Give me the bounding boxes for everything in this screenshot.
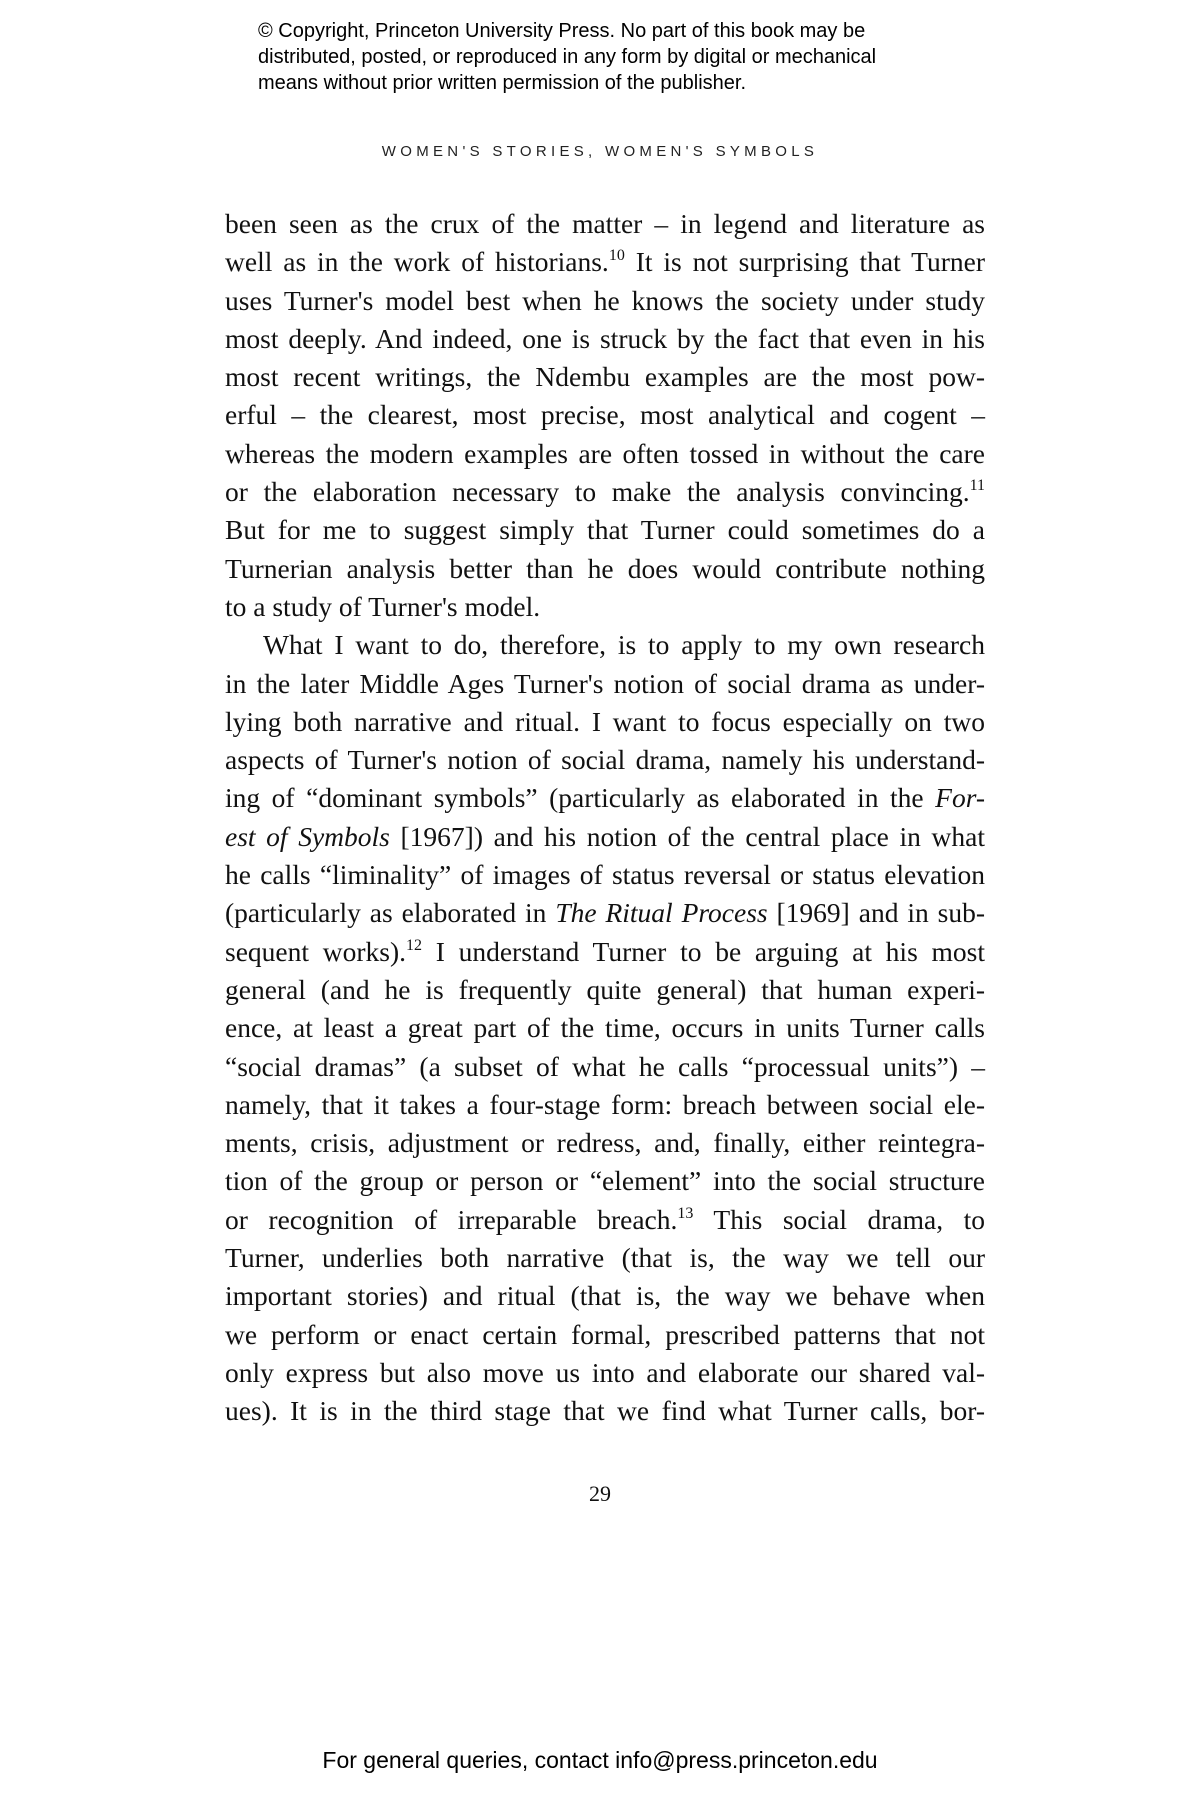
italic-title: For-	[935, 782, 985, 814]
text-line	[225, 779, 985, 817]
text-line: What I want to do, therefore, is to apply to my own research	[263, 629, 985, 661]
copyright-line: distributed, posted, or reproduced in any form by digital or mechanical	[258, 46, 877, 68]
text-line: been seen as the crux of the matter – in legend and literature as	[225, 208, 985, 239]
text-line	[225, 818, 985, 856]
text-line: aspects of Turner's notion of social drama, namely his understand-	[225, 744, 985, 776]
text-line	[225, 243, 985, 281]
text-line: most recent writings, the Ndembu examples are the most pow-	[225, 361, 985, 393]
text-line	[225, 933, 985, 971]
text-line	[225, 473, 985, 511]
text-run: or recognition of irreparable breach.	[225, 1203, 678, 1235]
footnote-ref[interactable]: 10	[608, 247, 625, 265]
text-line: in the later Middle Ages Turner's notion of social drama as under-	[225, 667, 985, 699]
text-run: This social drama, to	[693, 1203, 985, 1235]
text-line: we perform or enact certain formal, prescribed patterns that not	[225, 1318, 985, 1350]
page-number: 29	[589, 1481, 611, 1506]
italic-title: est of Symbols	[225, 820, 390, 852]
text-line: Turnerian analysis better than he does would contribute nothing	[225, 552, 985, 584]
text-line: “social dramas” (a subset of what he calls “processual units”) –	[225, 1050, 985, 1082]
footnote-ref[interactable]: 12	[405, 936, 422, 954]
text-run: It is not surprising that Turner	[624, 246, 986, 278]
text-line: uses Turner's model best when he knows the society under study	[225, 284, 985, 316]
text-line: Turner, underlies both narrative (that is, the way we tell our	[225, 1242, 985, 1274]
text-run: or the elaboration necessary to make the analysis convincing.	[225, 476, 970, 508]
text-run: [1969] and in sub-	[767, 897, 985, 929]
copyright-notice	[258, 18, 958, 96]
text-line: tion of the group or person or “element” into the social structure	[225, 1165, 985, 1197]
text-line: only express but also move us into and elaborate our shared val-	[225, 1356, 985, 1388]
text-line: erful – the clearest, most precise, most analytical and cogent –	[225, 399, 985, 431]
text-line: whereas the modern examples are often tossed in without the care	[225, 437, 985, 469]
text-line: to a study of Turner's model.	[225, 590, 541, 622]
text-run: [1967]) and his notion of the central place in what	[389, 820, 985, 852]
text-run: sequent works).	[225, 935, 406, 967]
text-run: ing of “dominant symbols” (particularly as elaborated in the	[225, 782, 936, 814]
text-line: lying both narrative and ritual. I want to focus especially on two	[225, 705, 985, 737]
text-line: namely, that it takes a four-stage form: breach between social ele-	[225, 1088, 985, 1120]
body-text	[225, 205, 985, 1431]
text-line: ence, at least a great part of the time, occurs in units Turner calls	[225, 1012, 985, 1044]
text-line	[225, 894, 985, 932]
text-line: But for me to suggest simply that Turner could sometimes do a	[225, 514, 985, 546]
text-line: most deeply. And indeed, one is struck by the fact that even in his	[225, 322, 985, 354]
footer-contact: For general queries, contact info@press.princeton.edu	[322, 1747, 878, 1773]
running-head: WOMEN'S STORIES, WOMEN'S SYMBOLS	[381, 143, 819, 160]
footnote-ref[interactable]: 13	[677, 1204, 694, 1222]
text-line: ments, crisis, adjustment or redress, and, finally, either reintegra-	[225, 1127, 985, 1159]
copyright-line: means without prior written permission of the publisher.	[258, 72, 747, 94]
text-line: important stories) and ritual (that is, the way we behave when	[225, 1280, 985, 1312]
text-line: general (and he is frequently quite general) that human experi-	[225, 973, 985, 1005]
text-run: (particularly as elaborated in	[225, 897, 556, 929]
text-run: well as in the work of historians.	[225, 246, 609, 278]
text-line: ues). It is in the third stage that we find what Turner calls, bor-	[225, 1395, 985, 1427]
copyright-line: © Copyright, Princeton University Press. No part of this book may be	[258, 20, 866, 42]
text-run: I understand Turner to be arguing at his most	[421, 935, 985, 967]
footnote-ref[interactable]: 11	[969, 477, 985, 495]
text-line: he calls “liminality” of images of status reversal or status elevation	[225, 859, 985, 891]
text-line	[225, 1201, 985, 1239]
italic-title: The Ritual Process	[555, 897, 768, 929]
